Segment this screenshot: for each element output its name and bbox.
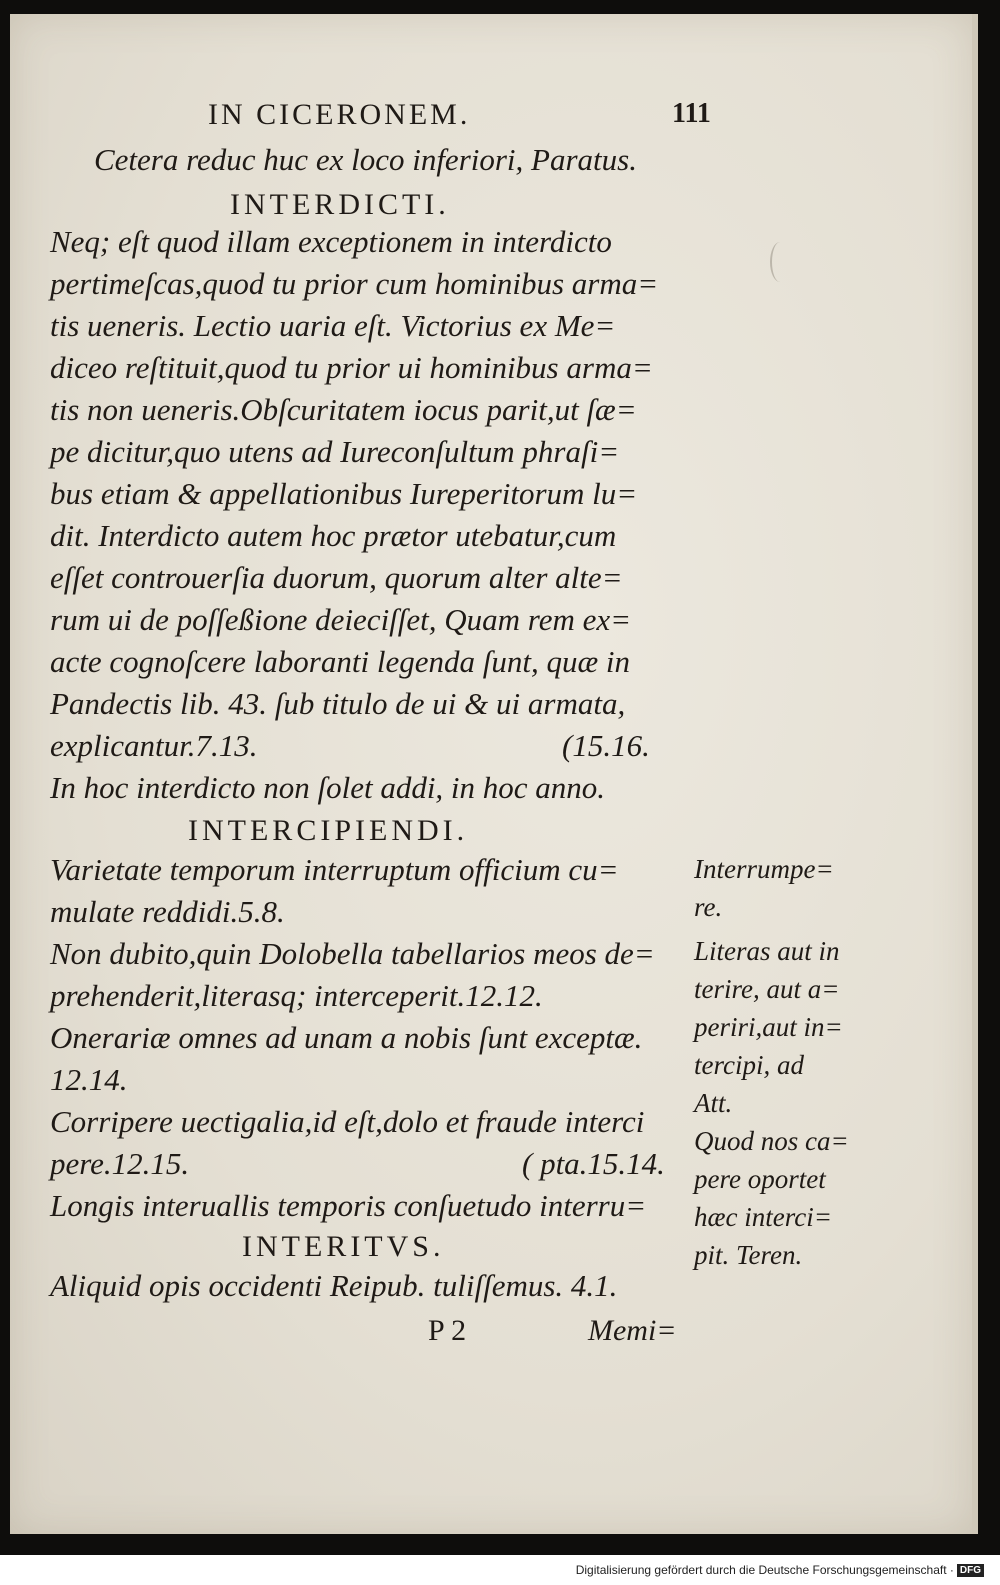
text-line: bus etiam & appellationibus Iureperitorum lu= [50,476,638,511]
text-line: acte cognoſcere laboranti legenda ſunt, quæ in [50,644,630,679]
margin-note: pit. Teren. [694,1240,803,1270]
text-line: pe dicitur,quo utens ad Iureconſultum phraſi= [50,434,620,469]
text-line: dit. Interdicto autem hoc prætor utebatur,cum [50,518,617,553]
text-line: Corripere uectigalia,id eſt,dolo et fraude interci [50,1104,645,1139]
margin-note: hæc interci= [694,1202,832,1232]
margin-note: re. [694,892,723,922]
text-line-tail: (15.16. [562,728,650,763]
margin-note: periri,aut in= [694,1012,843,1042]
text-line: pertimeſcas,quod tu prior cum hominibus arma= [50,266,659,301]
text-line: Cetera reduc huc ex loco inferiori, Paratus. [94,142,637,177]
book-page [10,14,978,1534]
digitization-credit [576,1563,984,1577]
page-content [10,14,972,1534]
margin-note: Interrumpe= [694,854,834,884]
text-line: diceo reſtituit,quod tu prior ui hominibus arma= [50,350,653,385]
text-line: Pandectis lib. 43. ſub titulo de ui & ui armata, [50,686,626,721]
section-heading: INTERCIPIENDI. [188,814,469,847]
text-line: In hoc interdicto non ſolet addi, in hoc anno. [50,770,606,805]
catchword: Memi= [588,1314,677,1347]
text-line: Varietate temporum interruptum officium cu= [50,852,619,887]
margin-note: tercipi, ad [694,1050,804,1080]
text-line: explicantur.7.13. [50,728,258,763]
text-line: Neq; eſt quod illam exceptionem in interdicto [50,224,612,259]
running-head: IN CICERONEM. [208,98,471,131]
text-line: prehenderit,literasq; interceperit.12.12. [50,978,543,1013]
text-line: Non dubito,quin Dolobella tabellarios meos de= [50,936,655,971]
text-line: eſſet controuerſia duorum, quorum alter alte= [50,560,623,595]
margin-note: Quod nos ca= [694,1126,849,1156]
text-line: pere.12.15. [50,1146,190,1181]
margin-note: Att. [694,1088,733,1118]
text-line: tis non ueneris.Obſcuritatem iocus parit,ut ſæ= [50,392,637,427]
signature-mark: P 2 [428,1314,467,1347]
text-line-tail: ( pta.15.14. [522,1146,665,1181]
text-line: Onerariæ omnes ad unam a nobis ſunt exceptæ. [50,1020,643,1055]
margin-note: pere oportet [694,1164,826,1194]
credit-text: Digitalisierung gefördert durch die Deutsche Forschungsgemeinschaft · [575,1563,954,1577]
text-line: rum ui de poſſeßione deieciſſet, Quam rem ex= [50,602,632,637]
text-line: mulate reddidi.5.8. [50,894,285,929]
pencil-mark [770,242,790,282]
text-line: Longis interuallis temporis conſuetudo interru= [50,1188,647,1223]
section-heading: INTERITVS. [242,1230,445,1263]
text-line: tis ueneris. Lectio uaria eſt. Victorius ex Me= [50,308,616,343]
text-line: Aliquid opis occidenti Reipub. tuliſſemus. 4.1. [50,1268,618,1303]
margin-note: Literas aut in [694,936,840,966]
margin-note: terire, aut a= [694,974,840,1004]
dfg-logo: DFG [957,1564,984,1577]
page-number: 111 [672,98,711,129]
section-heading: INTERDICTI. [230,188,450,221]
text-line: 12.14. [50,1062,128,1097]
